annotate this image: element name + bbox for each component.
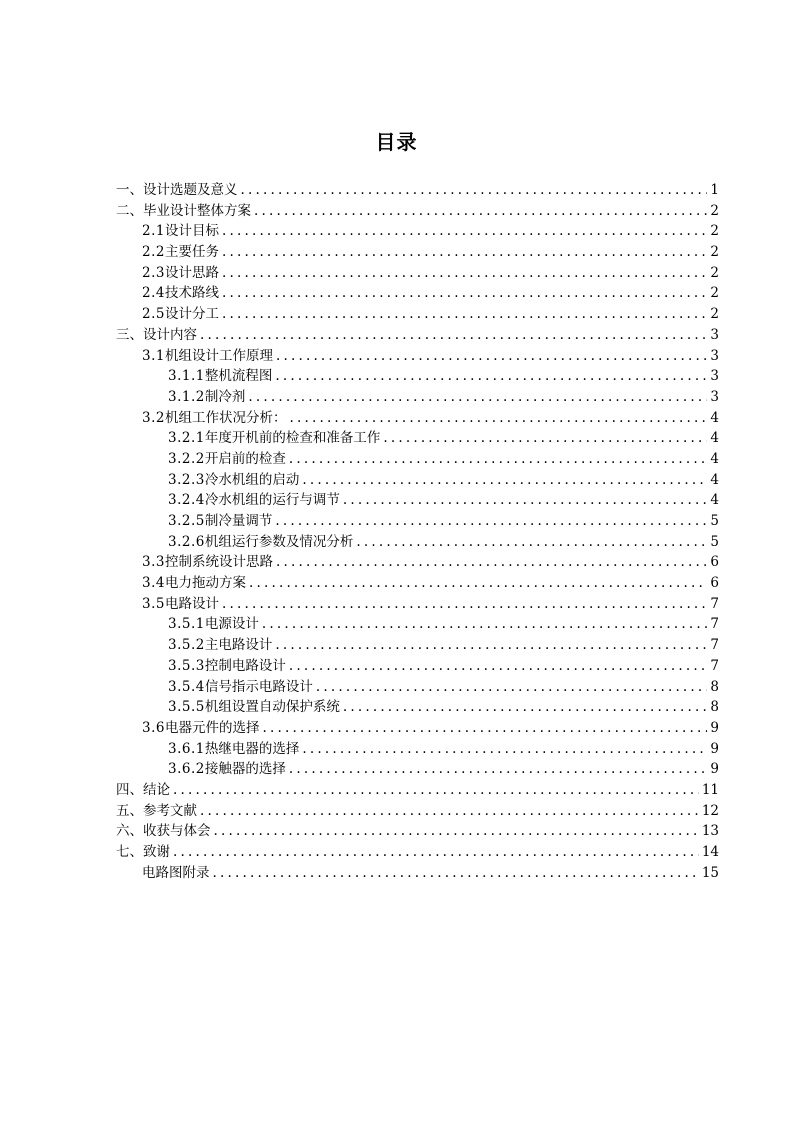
toc-entry-title: 电力拖动方案 bbox=[164, 575, 246, 592]
toc-entry-page-number: 9 bbox=[710, 761, 719, 778]
toc-entry[interactable] bbox=[116, 221, 719, 242]
toc-entry-page-number: 3 bbox=[710, 347, 719, 364]
toc-dot-leader bbox=[383, 428, 707, 449]
toc-entry[interactable] bbox=[116, 180, 719, 201]
toc-entry-title: 四、结论 bbox=[116, 781, 170, 798]
toc-entry-page-number: 4 bbox=[710, 492, 719, 509]
toc-entry-number: 3.5.1 bbox=[168, 616, 205, 633]
toc-entry-title: 设计目标 bbox=[164, 223, 219, 240]
toc-dot-leader bbox=[316, 677, 708, 698]
toc-entry-number: 2.4 bbox=[142, 285, 165, 302]
toc-dot-leader bbox=[222, 242, 707, 263]
toc-entry-title: 年度开机前的检查和准备工作 bbox=[204, 430, 381, 447]
toc-entry-page-number: 2 bbox=[710, 306, 719, 323]
toc-entry-page-number: 3 bbox=[710, 388, 719, 405]
toc-entry-number: 3.5.4 bbox=[168, 678, 205, 695]
toc-entry-number: 3.2.3 bbox=[168, 471, 205, 488]
toc-entry-title: 信号指示电路设计 bbox=[204, 678, 313, 695]
toc-entry-page-number: 7 bbox=[710, 616, 719, 633]
toc-dot-leader bbox=[254, 201, 707, 222]
toc-entry-page-number: 4 bbox=[710, 409, 719, 426]
toc-entry-page-number: 4 bbox=[710, 450, 719, 467]
toc-entry-title: 冷水机组的运行与调节 bbox=[204, 492, 340, 509]
toc-entry-number: 3.1 bbox=[142, 347, 165, 364]
toc-entry-page-number: 7 bbox=[710, 595, 719, 612]
toc-entry-page-number: 2 bbox=[710, 285, 719, 302]
toc-dot-leader bbox=[173, 780, 699, 801]
toc-entry[interactable] bbox=[116, 346, 719, 367]
toc-entry-number: 3.5 bbox=[142, 595, 165, 612]
toc-entry[interactable] bbox=[116, 304, 719, 325]
toc-dot-leader bbox=[222, 594, 707, 615]
toc-entry-page-number: 7 bbox=[710, 637, 719, 654]
toc-entry[interactable] bbox=[116, 428, 719, 449]
toc-entry-number: 3.4 bbox=[142, 575, 165, 592]
toc-entry[interactable] bbox=[116, 594, 719, 615]
toc-entry-page-number: 4 bbox=[710, 471, 719, 488]
page-title: 目录 bbox=[375, 130, 418, 154]
toc-dot-leader bbox=[213, 863, 699, 884]
toc-entry-number: 3.3 bbox=[142, 554, 165, 571]
toc-dot-leader bbox=[200, 801, 699, 822]
toc-entry[interactable] bbox=[116, 780, 719, 801]
toc-dot-leader bbox=[241, 180, 708, 201]
toc-entry-page-number: 6 bbox=[710, 575, 719, 592]
toc-dot-leader bbox=[289, 656, 708, 677]
toc-entry-title: 机组运行参数及情况分析 bbox=[204, 533, 354, 550]
toc-entry[interactable] bbox=[116, 242, 719, 263]
toc-entry-number: 3.2.5 bbox=[168, 513, 205, 529]
toc-entry-title: 控制电路设计 bbox=[204, 657, 286, 674]
toc-entry-title: 开启前的检查 bbox=[204, 450, 286, 467]
toc-entry-title: 主电路设计 bbox=[204, 637, 273, 654]
toc-entry[interactable] bbox=[116, 449, 719, 470]
toc-dot-leader bbox=[289, 759, 708, 780]
toc-entry-title: 设计思路 bbox=[164, 264, 219, 281]
toc-entry-number: 3.6.2 bbox=[168, 761, 205, 778]
toc-entry[interactable] bbox=[116, 697, 719, 718]
toc-dot-leader bbox=[222, 304, 707, 325]
toc-entry-page-number: 2 bbox=[710, 202, 719, 219]
toc-entry[interactable] bbox=[116, 470, 719, 491]
toc-entry-title: 控制系统设计思路 bbox=[164, 554, 273, 571]
toc-entry[interactable] bbox=[116, 532, 719, 553]
toc-entry[interactable] bbox=[116, 552, 719, 573]
toc-dot-leader bbox=[262, 614, 708, 635]
toc-entry-number: 3.2.6 bbox=[168, 533, 205, 550]
toc-entry-page-number: 6 bbox=[710, 554, 719, 571]
toc-dot-leader bbox=[302, 470, 707, 491]
toc-entry-page-number: 13 bbox=[701, 823, 719, 840]
toc-entry-page-number: 2 bbox=[710, 244, 719, 261]
toc-dot-leader bbox=[356, 532, 707, 553]
toc-entry[interactable] bbox=[116, 863, 719, 884]
toc-dot-leader bbox=[248, 387, 707, 408]
toc-entry[interactable] bbox=[116, 842, 719, 863]
toc-entry-title: 一、设计选题及意义 bbox=[116, 182, 238, 198]
toc-dot-leader bbox=[275, 635, 707, 656]
toc-entry-page-number: 11 bbox=[701, 781, 719, 798]
toc-entry-number: 3.1.2 bbox=[168, 388, 205, 405]
toc-entry[interactable] bbox=[116, 408, 719, 429]
toc-entry-page-number: 8 bbox=[710, 699, 719, 716]
toc-dot-leader bbox=[289, 408, 707, 429]
toc-entry-title: 制冷剂 bbox=[204, 388, 246, 405]
toc-entry-page-number: 8 bbox=[710, 678, 719, 695]
toc-entry-title: 整机流程图 bbox=[204, 368, 273, 385]
toc-entry-title: 热继电器的选择 bbox=[204, 740, 300, 757]
toc-entry[interactable] bbox=[116, 801, 719, 822]
toc-entry-title: 五、参考文献 bbox=[116, 802, 197, 819]
toc-entry-title: 七、致谢 bbox=[116, 844, 170, 860]
toc-entry-title: 机组设计工作原理 bbox=[164, 347, 273, 364]
toc-dot-leader bbox=[200, 325, 707, 346]
toc-entry-title: 电器元件的选择 bbox=[164, 719, 260, 736]
toc-entry[interactable] bbox=[116, 677, 719, 698]
toc-dot-leader bbox=[343, 697, 708, 718]
toc-dot-leader bbox=[222, 263, 707, 284]
toc-dot-leader bbox=[275, 366, 707, 387]
toc-entry[interactable] bbox=[116, 366, 719, 387]
toc-entry-title: 接触器的选择 bbox=[204, 761, 286, 778]
toc-entry-title: 制冷量调节 bbox=[204, 513, 273, 529]
toc-entry-page-number: 3 bbox=[710, 368, 719, 385]
toc-entry[interactable] bbox=[116, 635, 719, 656]
toc-entry[interactable] bbox=[116, 614, 719, 635]
toc-entry[interactable] bbox=[116, 325, 719, 346]
toc-dot-leader bbox=[275, 511, 707, 532]
toc-entry-title: 主要任务 bbox=[164, 244, 219, 261]
toc-dot-leader bbox=[302, 739, 707, 760]
toc-entry-title: 设计分工 bbox=[164, 306, 219, 323]
toc-dot-leader bbox=[249, 573, 707, 594]
toc-dot-leader bbox=[222, 283, 707, 304]
toc-entry-title: 电源设计 bbox=[204, 616, 259, 633]
toc-entry-page-number: 2 bbox=[710, 264, 719, 281]
toc-entry-page-number: 1 bbox=[710, 182, 719, 198]
toc-entry-title: 六、收获与体会 bbox=[116, 823, 211, 840]
toc-entry-number: 3.2.2 bbox=[168, 450, 205, 467]
toc-dot-leader bbox=[214, 821, 699, 842]
toc-entry-title: 机组工作状况分析： bbox=[164, 409, 287, 426]
toc-dot-leader bbox=[173, 842, 699, 863]
toc-entry-title: 冷水机组的启动 bbox=[204, 471, 300, 488]
toc-entry-number: 2.3 bbox=[142, 264, 165, 281]
toc-entry-title: 三、设计内容 bbox=[116, 326, 197, 343]
toc-entry[interactable] bbox=[116, 821, 719, 842]
toc-entry-number: 3.2.4 bbox=[168, 492, 205, 509]
toc-entry-page-number: 12 bbox=[701, 802, 719, 819]
toc-entry[interactable] bbox=[116, 387, 719, 408]
toc-dot-leader bbox=[343, 490, 708, 511]
toc-entry-number: 2.2 bbox=[142, 244, 165, 261]
toc-entry-number: 3.6 bbox=[142, 719, 165, 736]
toc-dot-leader bbox=[222, 221, 707, 242]
toc-entry-page-number: 5 bbox=[710, 513, 719, 529]
toc-entry[interactable] bbox=[116, 718, 719, 739]
toc-entry-number: 3.2.1 bbox=[168, 430, 205, 447]
toc-entry-number: 3.6.1 bbox=[168, 740, 205, 757]
toc-entry-title: 二、毕业设计整体方案 bbox=[116, 202, 251, 219]
toc-dot-leader bbox=[276, 346, 707, 367]
toc-entry-title: 电路图附录 bbox=[142, 864, 210, 881]
toc-entry-title: 技术路线 bbox=[164, 285, 219, 302]
toc-entry-number: 2.1 bbox=[142, 223, 165, 240]
toc-entry[interactable] bbox=[116, 511, 719, 532]
toc-entry-page-number: 7 bbox=[710, 657, 719, 674]
toc-entry-page-number: 15 bbox=[701, 864, 719, 881]
toc-entry-number: 2.5 bbox=[142, 306, 165, 323]
toc-entry[interactable] bbox=[116, 759, 719, 780]
toc-entry-title: 电路设计 bbox=[164, 595, 219, 612]
toc-entry-page-number: 5 bbox=[710, 533, 719, 550]
toc-entry[interactable] bbox=[116, 283, 719, 304]
toc-entry-number: 3.5.5 bbox=[168, 699, 205, 716]
toc-entry-number: 3.1.1 bbox=[168, 368, 205, 385]
toc-entry-page-number: 9 bbox=[710, 740, 719, 757]
toc-entry-page-number: 3 bbox=[710, 326, 719, 343]
toc-entry-page-number: 4 bbox=[710, 430, 719, 447]
toc-dot-leader bbox=[289, 449, 708, 470]
toc-entry-number: 3.5.3 bbox=[168, 657, 205, 674]
toc-entry-page-number: 9 bbox=[710, 719, 719, 736]
toc-list bbox=[116, 180, 719, 883]
toc-entry-page-number: 14 bbox=[701, 844, 719, 860]
toc-entry[interactable] bbox=[116, 263, 719, 284]
toc-dot-leader bbox=[262, 718, 707, 739]
toc-entry[interactable] bbox=[116, 656, 719, 677]
toc-entry-number: 3.2 bbox=[142, 409, 165, 426]
toc-entry[interactable] bbox=[116, 490, 719, 511]
toc-entry-number: 3.5.2 bbox=[168, 637, 205, 654]
toc-entry[interactable] bbox=[116, 201, 719, 222]
toc-entry-title: 机组设置自动保护系统 bbox=[204, 699, 340, 716]
toc-entry-page-number: 2 bbox=[710, 223, 719, 240]
toc-entry[interactable] bbox=[116, 739, 719, 760]
toc-entry[interactable] bbox=[116, 573, 719, 594]
toc-dot-leader bbox=[276, 552, 707, 573]
